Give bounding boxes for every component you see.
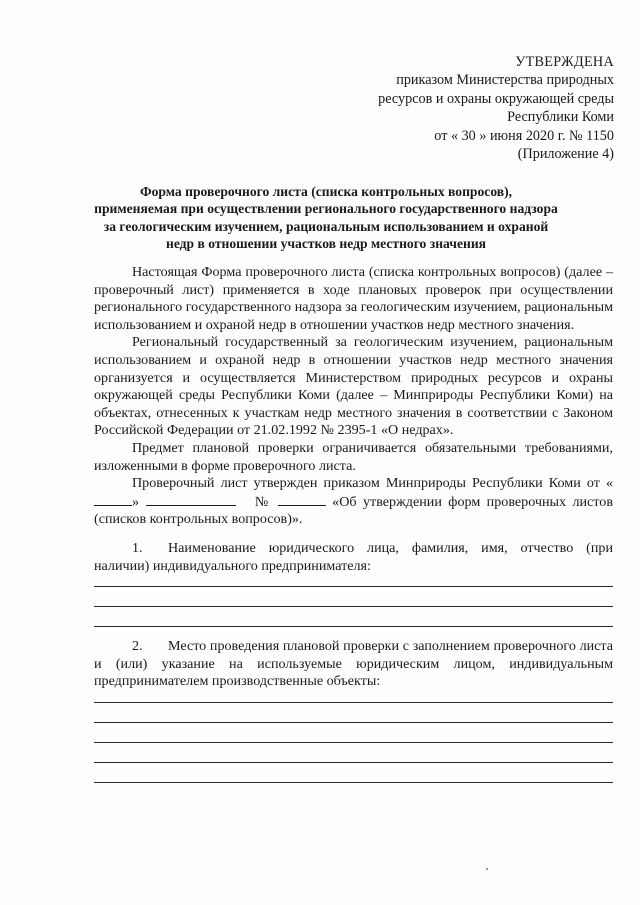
approval-line: ресурсов и охраны окружающей среды	[378, 90, 614, 107]
approval-title: УТВЕРЖДЕНА	[515, 54, 614, 70]
approval-line: Республики Коми	[507, 109, 614, 126]
order-number-blank[interactable]	[278, 493, 326, 506]
item-number: 1.	[132, 539, 143, 556]
form-title-line: применяемая при осуществлении регионального государственного надзора	[94, 201, 558, 217]
order-day-blank[interactable]	[94, 493, 132, 506]
paragraph-subject: Предмет плановой проверки ограничивается обязательными требованиями, изложенными в форме проверочного листа.	[94, 439, 613, 474]
order-text-end: «Об утверждении форм проверочных листов (списков контрольных вопросов)».	[94, 493, 613, 528]
form-title	[88, 183, 564, 253]
paragraph-authority: Региональный государственный за геологическим изучением, рациональным использованием и охраной недр в отношении участков недр местного значения организуется и осуществляется Министерством природных ресурсов и охраны окружающей среды Республики Коми (далее – Минприроды Республики Коми) на объектах, отнесенных к участкам недр местного значения в соответствии с Законом Российской Федерации от 21.02.1992 № 2395-1 «О недрах».	[94, 334, 613, 439]
form-title-line: Форма проверочного листа (списка контрольных вопросов),	[139, 184, 513, 199]
item-1	[94, 540, 613, 575]
scan-speck	[486, 868, 488, 870]
order-date-blank[interactable]	[146, 493, 236, 506]
item-text: Место проведения плановой проверки с заполнением проверочного листа и (или) указание на используемые юридическим лицом, индивидуальным предпринимателем производственные объекты:	[94, 638, 613, 690]
item-2	[94, 638, 613, 691]
order-text-quote: »	[132, 493, 140, 510]
approval-order-date: от « 30 » июня 2020 г. № 1150	[434, 127, 614, 144]
paragraph-approval-order	[94, 475, 613, 529]
answer-line[interactable]	[94, 782, 613, 783]
approval-appendix: (Приложение 4)	[517, 146, 614, 163]
form-title-line: недр в отношении участков недр местного значения	[165, 236, 487, 252]
paragraph-intro: Настоящая Форма проверочного листа (списка контрольных вопросов) (далее – проверочный лист) применяется в ходе плановых проверок при осуществлении регионального государственного надзора за геологическим изучением, рациональным использованием и охраной недр в отношении участков недр местного значения.	[94, 264, 613, 333]
order-text-start: Проверочный лист утвержден приказом Минприроды Республики Коми от «	[132, 475, 613, 492]
document-body	[94, 264, 613, 783]
item-text: Наименование юридического лица, фамилия, имя, отчество (при наличии) индивидуального предпринимателя:	[94, 539, 613, 574]
order-number-sign: №	[254, 493, 272, 510]
approval-stamp	[378, 53, 614, 163]
form-title-line: за геологическим изучением, рациональным использованием и охраной	[103, 218, 549, 234]
item-number: 2.	[132, 638, 143, 655]
approval-line: приказом Министерства природных	[396, 72, 614, 89]
